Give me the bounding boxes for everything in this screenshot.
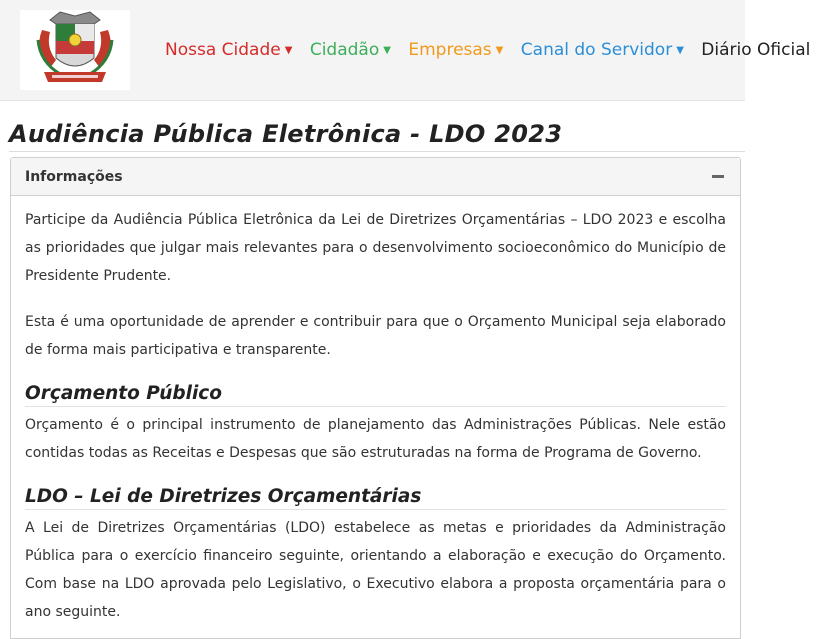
section-paragraph: Orçamento é o principal instrumento de planejamento das Administrações Públicas. Nele estão contidas todas as Receitas e Despesas que são estruturadas na forma de Programa de Governo.: [25, 417, 726, 461]
nav-label: Empresas: [408, 40, 492, 60]
nav-cidadao[interactable]: [310, 40, 391, 60]
title-divider: [9, 151, 745, 152]
caret-down-icon: ▼: [284, 45, 293, 56]
panel-body: [11, 196, 740, 626]
info-panel: [10, 157, 741, 639]
top-navigation-bar: [0, 0, 811, 101]
caret-down-icon: ▼: [495, 45, 504, 56]
section-paragraph: A Lei de Diretrizes Orçamentárias (LDO) estabelece as metas e prioridades da Administração Pública para o exercício financeiro seguinte, orientando a elaboração e execução do Orçamento. Com base na LDO aprovada pelo Legislativo, o Executivo elabora a proposta orçamentária para o ano seguinte.: [25, 520, 726, 620]
city-logo[interactable]: [20, 10, 130, 90]
main-nav: [165, 40, 822, 60]
panel-header[interactable]: [11, 158, 740, 196]
section-heading-ldo: LDO – Lei de Diretrizes Orçamentárias: [25, 485, 726, 510]
nav-diario-oficial[interactable]: [701, 40, 810, 60]
intro-paragraph: Esta é uma oportunidade de aprender e contribuir para que o Orçamento Municipal seja elaborado de forma mais participativa e transparente.: [25, 314, 726, 358]
collapse-icon[interactable]: [712, 175, 724, 178]
intro-paragraph: Participe da Audiência Pública Eletrônica da Lei de Diretrizes Orçamentárias – LDO 2023 e escolha as prioridades que julgar mais relevantes para o desenvolvimento socioeconômico do Município de Presidente Prudente.: [25, 212, 726, 284]
nav-canal-do-servidor[interactable]: [521, 40, 684, 60]
nav-empresas[interactable]: [408, 40, 503, 60]
caret-down-icon: ▼: [676, 45, 684, 56]
coat-of-arms-icon: [20, 10, 130, 90]
panel-title: Informações: [25, 169, 123, 185]
nav-label: Cidadão: [309, 40, 380, 60]
nav-label: Diário Oficial: [701, 40, 811, 60]
nav-label: Nossa Cidade: [165, 40, 281, 60]
section-heading-orcamento: Orçamento Público: [25, 382, 726, 407]
page-title: Audiência Pública Eletrônica - LDO 2023: [9, 120, 563, 148]
nav-label: Canal do Servidor: [520, 40, 673, 60]
nav-nossa-cidade[interactable]: [165, 40, 292, 60]
caret-down-icon: ▼: [383, 45, 391, 56]
